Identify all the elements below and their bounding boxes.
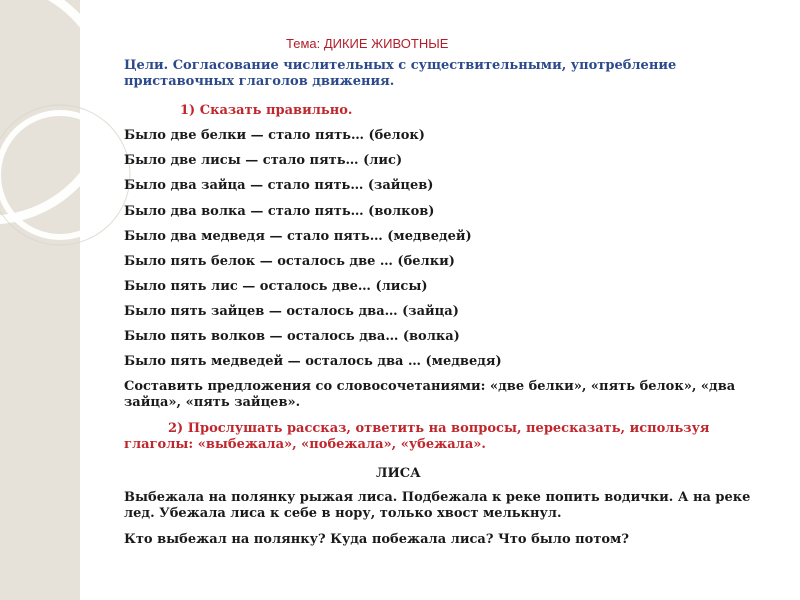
exercise-line: Было две лисы — стало пять… (лис): [124, 153, 403, 168]
exercise-line: Было два медведя — стало пять… (медведей): [124, 229, 472, 244]
exercise-line: Было пять белок — осталось две … (белки): [124, 254, 455, 269]
compose-task: Составить предложения со словосочетаниями: «две белки», «пять белок», «два зайца», «пять зайцев».: [124, 379, 736, 410]
exercise-line: Было пять волков — осталось два… (волка): [124, 329, 460, 344]
exercise-line: Было пять медведей — осталось два … (медведя): [124, 354, 502, 369]
topic-title: Тема: ДИКИЕ ЖИВОТНЫЕ: [286, 36, 449, 51]
story-text: Выбежала на полянку рыжая лиса. Подбежала к реке попить водички. А на реке лед. Убежала лиса к себе в нору, только хвост мелькнул.: [124, 490, 751, 521]
exercise-line: Было два зайца — стало пять… (зайцев): [124, 178, 434, 193]
exercise-line: Было пять зайцев — осталось два… (зайца): [124, 304, 459, 319]
questions-text: Кто выбежал на полянку? Куда побежала лиса? Что было потом?: [124, 532, 629, 547]
task1-heading: 1) Сказать правильно.: [180, 103, 353, 118]
task2-heading: 2) Прослушать рассказ, ответить на вопросы, пересказать, используя глаголы: «выбежала», «побежала», «убежала».: [124, 421, 710, 452]
story-title: ЛИСА: [376, 466, 421, 481]
exercise-line: Было две белки — стало пять… (белок): [124, 128, 425, 143]
exercise-line: Было два волка — стало пять… (волков): [124, 204, 435, 219]
goals-text: Цели. Согласование числительных с существительными, употребление приставочных глаголов движения.: [124, 58, 677, 89]
exercise-line: Было пять лис — осталось две… (лисы): [124, 279, 428, 294]
